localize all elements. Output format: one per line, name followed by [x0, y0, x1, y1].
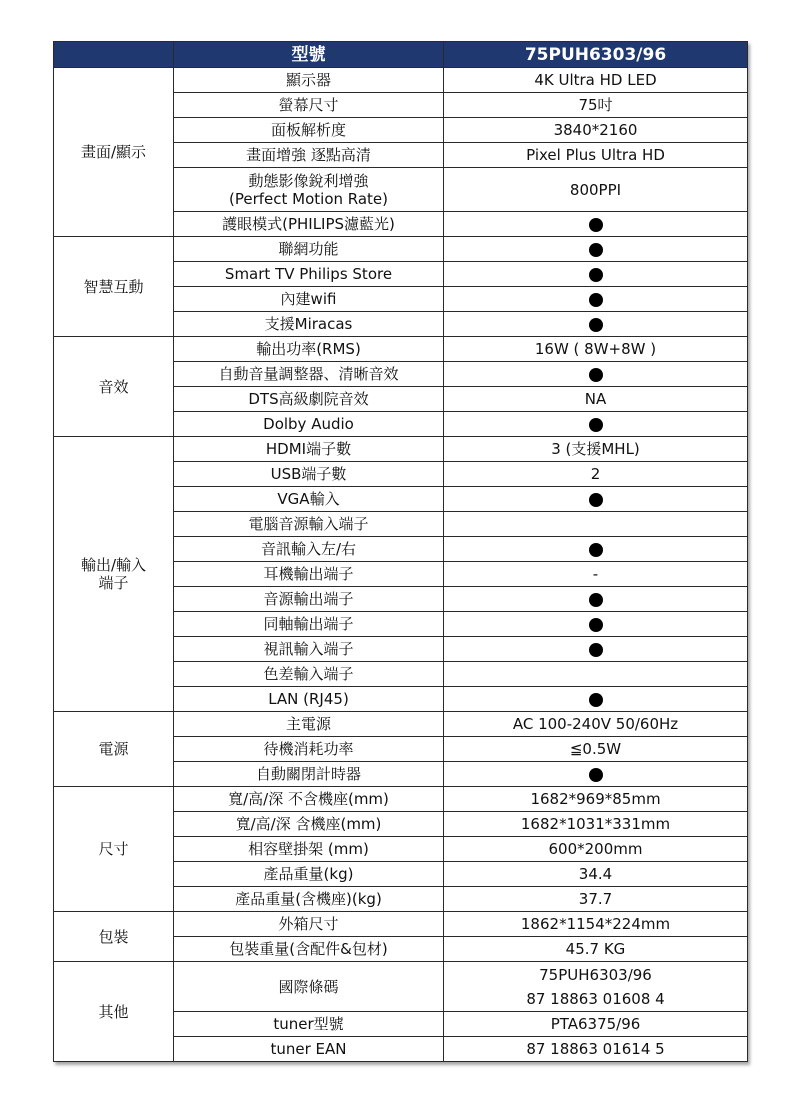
spec-label: 畫面增強 逐點高清 [174, 143, 444, 168]
spec-value [444, 237, 748, 262]
spec-value: 37.7 [444, 887, 748, 912]
table-row [54, 712, 748, 737]
table-row [54, 787, 748, 812]
feature-supported-dot [589, 768, 603, 782]
spec-label: 耳機輸出端子 [174, 562, 444, 587]
category-io [54, 437, 174, 712]
spec-value: 4K Ultra HD LED [444, 68, 748, 93]
spec-label: 電腦音源輸入端子 [174, 512, 444, 537]
header-blank [54, 42, 174, 68]
spec-value: AC 100-240V 50/60Hz [444, 712, 748, 737]
spec-label: 支援Miracas [174, 312, 444, 337]
feature-supported-dot [589, 593, 603, 607]
table-row [54, 237, 748, 262]
feature-supported-dot [589, 318, 603, 332]
spec-value: 1862*1154*224mm [444, 912, 748, 937]
spec-label-line1: 動態影像銳利增強 [248, 171, 369, 190]
spec-label: 自動關閉計時器 [174, 762, 444, 787]
spec-value: 600*200mm [444, 837, 748, 862]
header-row [54, 42, 748, 68]
feature-supported-dot [589, 493, 603, 507]
category-io-line2: 端子 [98, 574, 129, 592]
table-row [54, 962, 748, 1012]
feature-supported-dot [589, 368, 603, 382]
spec-value [444, 262, 748, 287]
spec-label: 內建wifi [174, 287, 444, 312]
spec-value [444, 662, 748, 687]
spec-value [444, 962, 748, 1012]
spec-label: 包裝重量(含配件&包材) [174, 937, 444, 962]
spec-label: 音源輸出端子 [174, 587, 444, 612]
spec-label: USB端子數 [174, 462, 444, 487]
category-power: 電源 [54, 712, 174, 787]
spec-label: 國際條碼 [174, 962, 444, 1012]
feature-supported-dot [589, 418, 603, 432]
category-smart: 智慧互動 [54, 237, 174, 337]
spec-label: 主電源 [174, 712, 444, 737]
spec-value: ≦0.5W [444, 737, 748, 762]
spec-value: 3840*2160 [444, 118, 748, 143]
header-model-value: 75PUH6303/96 [444, 42, 748, 68]
header-model-label: 型號 [174, 42, 444, 68]
spec-value: 75吋 [444, 93, 748, 118]
spec-value [444, 487, 748, 512]
feature-supported-dot [589, 618, 603, 632]
spec-label-line2: (Perfect Motion Rate) [228, 189, 389, 208]
category-dimensions: 尺寸 [54, 787, 174, 912]
feature-supported-dot [589, 243, 603, 257]
spec-value [444, 537, 748, 562]
spec-value: 1682*969*85mm [444, 787, 748, 812]
category-audio: 音效 [54, 337, 174, 437]
spec-label: 輸出功率(RMS) [174, 337, 444, 362]
spec-value-line2: 87 18863 01608 4 [526, 989, 665, 1008]
spec-value: - [444, 562, 748, 587]
spec-value: 87 18863 01614 5 [444, 1037, 748, 1062]
spec-label: Dolby Audio [174, 412, 444, 437]
spec-value: 3 (支援MHL) [444, 437, 748, 462]
spec-value [444, 412, 748, 437]
spec-value [444, 687, 748, 712]
feature-supported-dot [589, 293, 603, 307]
spec-value-line1: 75PUH6303/96 [539, 965, 652, 984]
feature-supported-dot [589, 643, 603, 657]
spec-value [444, 587, 748, 612]
spec-label: tuner EAN [174, 1037, 444, 1062]
spec-label: VGA輸入 [174, 487, 444, 512]
table-row [54, 912, 748, 937]
spec-value [444, 287, 748, 312]
spec-label: DTS高級劇院音效 [174, 387, 444, 412]
category-other: 其他 [54, 962, 174, 1062]
feature-supported-dot [589, 693, 603, 707]
table-row [54, 437, 748, 462]
spec-label: 產品重量(kg) [174, 862, 444, 887]
spec-label: 待機消耗功率 [174, 737, 444, 762]
spec-label: 自動音量調整器、清晰音效 [174, 362, 444, 387]
spec-value [444, 612, 748, 637]
feature-supported-dot [589, 218, 603, 232]
table-row [54, 337, 748, 362]
spec-label: 聯網功能 [174, 237, 444, 262]
feature-supported-dot [589, 268, 603, 282]
spec-label: 寬/高/深 含機座(mm) [174, 812, 444, 837]
spec-value [444, 762, 748, 787]
spec-value: 1682*1031*331mm [444, 812, 748, 837]
spec-label: 面板解析度 [174, 118, 444, 143]
spec-label: LAN (RJ45) [174, 687, 444, 712]
spec-value [444, 512, 748, 537]
spec-label: 護眼模式(PHILIPS濾藍光) [174, 212, 444, 237]
spec-label: 視訊輸入端子 [174, 637, 444, 662]
spec-label: 同軸輸出端子 [174, 612, 444, 637]
spec-label: 外箱尺寸 [174, 912, 444, 937]
spec-label [174, 168, 444, 212]
feature-supported-dot [589, 543, 603, 557]
spec-label: 顯示器 [174, 68, 444, 93]
category-display: 畫面/顯示 [54, 68, 174, 237]
spec-value [444, 362, 748, 387]
spec-label: 色差輸入端子 [174, 662, 444, 687]
category-io-line1: 輸出/輸入 [80, 556, 147, 574]
spec-table [53, 41, 748, 1062]
spec-value: Pixel Plus Ultra HD [444, 143, 748, 168]
spec-value: 800PPI [444, 168, 748, 212]
spec-label: 音訊輸入左/右 [174, 537, 444, 562]
spec-label: 產品重量(含機座)(kg) [174, 887, 444, 912]
spec-value: 34.4 [444, 862, 748, 887]
spec-value [444, 312, 748, 337]
spec-value: PTA6375/96 [444, 1012, 748, 1037]
table-row [54, 68, 748, 93]
spec-value [444, 212, 748, 237]
spec-label: 寬/高/深 不含機座(mm) [174, 787, 444, 812]
category-package: 包裝 [54, 912, 174, 962]
spec-label: 相容壁掛架 (mm) [174, 837, 444, 862]
spec-value: 16W ( 8W+8W ) [444, 337, 748, 362]
spec-label: Smart TV Philips Store [174, 262, 444, 287]
spec-value: 2 [444, 462, 748, 487]
spec-value [444, 637, 748, 662]
spec-label: HDMI端子數 [174, 437, 444, 462]
spec-value: NA [444, 387, 748, 412]
spec-value: 45.7 KG [444, 937, 748, 962]
spec-label: tuner型號 [174, 1012, 444, 1037]
spec-label: 螢幕尺寸 [174, 93, 444, 118]
